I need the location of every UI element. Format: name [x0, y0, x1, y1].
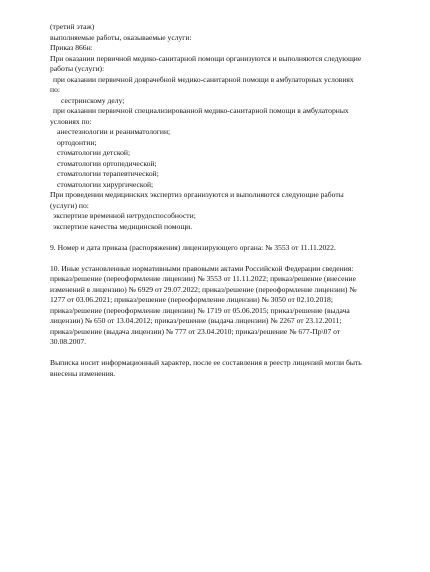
section-10-line: 1277 от 03.06.2021; приказ/решение (переоформление лицензии) № 3050 от 02.10.2018; [50, 295, 333, 304]
service-item-nursing: сестринскому делу; [61, 95, 125, 105]
spacer [50, 348, 402, 359]
service-item-surgical-dentistry: стоматологии хирургической; [57, 179, 154, 189]
document-body [50, 22, 402, 379]
primary-care-intro-cont: работы (услуги): [50, 64, 105, 73]
service-item-disability-expertise: экспертизе временной нетрудоспособности; [53, 211, 196, 220]
service-item-orthopedic-dentistry: стоматологии ортопедической; [57, 158, 157, 168]
section-10-line: приказ/решение (переоформление лицензии) № 1719 от 05.06.2015; приказ/решение (выдача [50, 305, 350, 315]
service-item-therapeutic-dentistry: стоматологии терапевтической; [57, 169, 159, 178]
section-10-line: 30.08.2007. [50, 337, 87, 346]
section-10-line: изменений в лицензию) № 6929 от 29.07.2022; приказ/решение (переоформление лицензии) № [50, 284, 357, 294]
section-10-line: приказ/решение (переоформление лицензии) № 3553 от 11.11.2022; приказ/решение (внесение [50, 274, 356, 283]
section-9-order-number: 9. Номер и дата приказа (распоряжения) лицензирующего органа: № 3553 от 11.11.2022. [50, 242, 336, 252]
disclaimer-line: внесены изменения. [50, 368, 116, 378]
service-item-anesthesiology: анестезиологии и реаниматологии; [57, 127, 171, 136]
primary-care-intro: При оказании первичной медико-санитарной помощи организуются и выполняются следующие [50, 53, 362, 63]
service-item-quality-expertise: экспертизе качества медицинской помощи. [53, 221, 193, 231]
prehospital-care-line: при оказании первичной доврачебной медико-санитарной помощи в амбулаторных условиях [53, 74, 354, 84]
expertise-intro: При проведении медицинских экспертиз организуются и выполняются следующие работы [50, 190, 344, 199]
floor-line: (третий этаж) [50, 22, 95, 31]
works-services-heading: выполняемые работы, оказываемые услуги: [50, 32, 192, 42]
specialized-care-line-cont: условиях по: [50, 116, 92, 126]
service-item-pediatric-dentistry: стоматологии детской; [57, 148, 131, 157]
specialized-care-line: при оказании первичной специализированной медико-санитарной помощи в амбулаторных [53, 106, 349, 115]
service-item-orthodontics: ортодонтии; [57, 137, 97, 147]
order-reference: Приказ 866н: [50, 43, 93, 52]
spacer [50, 232, 402, 243]
disclaimer-line: Выписка носит информационный характер, после ее составления в реестр лицензий могли быть [50, 358, 362, 367]
section-10-line: лицензии) № 650 от 13.04.2012; приказ/решение (выдача лицензии) № 2267 от 23.12.2011; [50, 316, 342, 325]
expertise-intro-cont: (услуги) по: [50, 200, 89, 210]
spacer [50, 253, 402, 264]
prehospital-care-line-cont: по: [50, 85, 60, 94]
section-10-heading: 10. Иные установленные нормативными правовыми актами Российской Федерации сведения: [50, 263, 354, 273]
section-10-line: приказ/решение (выдача лицензии) № 777 от 23.04.2010; приказ/решение № 677-Пр\07 от [50, 326, 341, 336]
